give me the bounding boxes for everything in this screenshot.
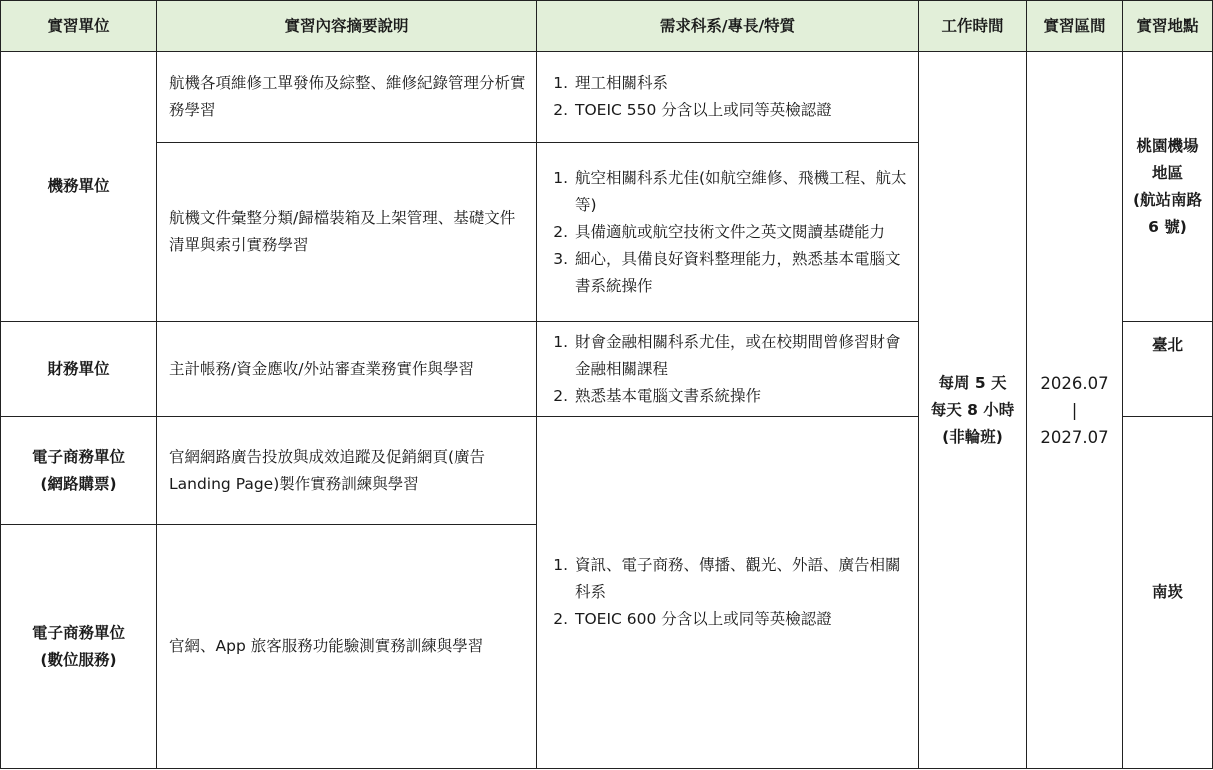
table-row <box>1 52 1213 143</box>
work-time-cell: 每周 5 天 每天 8 小時 (非輪班) <box>919 52 1027 769</box>
header-unit: 實習單位 <box>1 1 157 52</box>
requirement-item: 1. 財會金融相關科系尤佳，或在校期間曾修習財會金融相關課程 <box>573 329 908 383</box>
header-requirements: 需求科系/專長/特質 <box>537 1 919 52</box>
requirement-item: 1. 航空相關科系尤佳(如航空維修、飛機工程、航太等) <box>573 165 908 219</box>
requirement-item: 1. 理工相關科系 <box>573 70 908 97</box>
content-cell: 航機各項維修工單發佈及綜整、維修紀錄管理分析實務學習 <box>157 52 537 143</box>
header-location: 實習地點 <box>1123 1 1213 52</box>
requirement-item: 3. 細心，具備良好資料整理能力，熟悉基本電腦文書系統操作 <box>573 246 908 300</box>
requirement-item: 2. TOEIC 550 分含以上或同等英檢認證 <box>573 97 908 124</box>
unit-ecommerce-online: 電子商務單位 (網路購票) <box>1 417 157 525</box>
location-taipei: 臺北 <box>1123 322 1213 417</box>
header-work-time: 工作時間 <box>919 1 1027 52</box>
location-taoyuan: 桃園機場 地區 (航站南路 6 號) <box>1123 52 1213 322</box>
requirements-cell <box>537 322 919 417</box>
requirement-item: 2. 具備適航或航空技術文件之英文閱讀基礎能力 <box>573 219 908 246</box>
content-cell: 官網、App 旅客服務功能驗測實務訓練與學習 <box>157 525 537 769</box>
header-content: 實習內容摘要說明 <box>157 1 537 52</box>
unit-maintenance: 機務單位 <box>1 52 157 322</box>
header-row <box>1 1 1213 52</box>
requirements-cell <box>537 143 919 322</box>
requirement-item: 2. 熟悉基本電腦文書系統操作 <box>573 383 908 410</box>
unit-ecommerce-digital: 電子商務單位 (數位服務) <box>1 525 157 769</box>
requirements-cell <box>537 52 919 143</box>
content-cell: 官網網路廣告投放與成效追蹤及促銷網頁(廣告 Landing Page)製作實務訓練與學習 <box>157 417 537 525</box>
period-cell: 2026.07 | 2027.07 <box>1027 52 1123 769</box>
content-cell: 航機文件彙整分類/歸檔裝箱及上架管理、基礎文件清單與索引實務學習 <box>157 143 537 322</box>
content-cell: 主計帳務/資金應收/外站審查業務實作與學習 <box>157 322 537 417</box>
requirements-cell <box>537 417 919 769</box>
requirement-item: 2. TOEIC 600 分含以上或同等英檢認證 <box>573 606 908 633</box>
location-nankan: 南崁 <box>1123 417 1213 769</box>
header-period: 實習區間 <box>1027 1 1123 52</box>
unit-finance: 財務單位 <box>1 322 157 417</box>
requirement-item: 1. 資訊、電子商務、傳播、觀光、外語、廣告相關科系 <box>573 552 908 606</box>
